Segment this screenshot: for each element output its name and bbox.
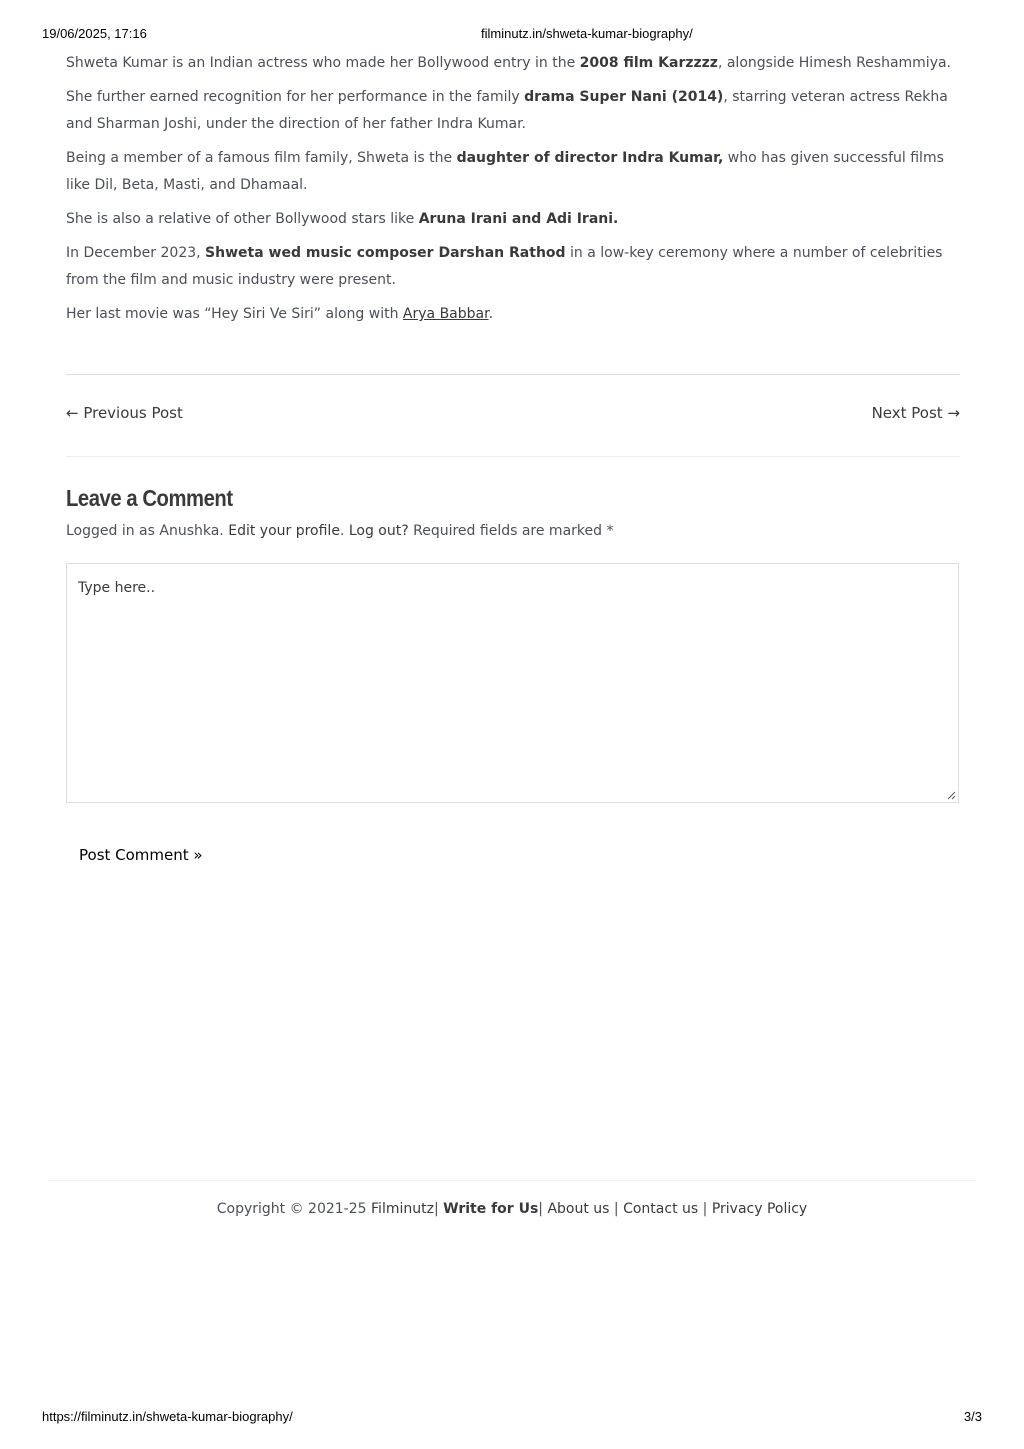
comment-textarea[interactable] xyxy=(66,563,959,803)
paragraph-text: Her last movie was “Hey Siri Ve Siri” along with xyxy=(66,306,403,322)
paragraph-highlight: Aruna Irani and Adi Irani. xyxy=(418,211,619,227)
paragraph-text: In December 2023, xyxy=(66,245,206,261)
footer-separator: | xyxy=(609,1201,624,1217)
article-body xyxy=(66,50,960,335)
paragraph-text: who has given successful films like Dil, Beta, Masti, and Dhamaal. xyxy=(66,150,944,193)
footer-separator: | xyxy=(538,1201,548,1217)
logged-in-text: Logged in as Anushka. xyxy=(66,523,229,539)
print-page-number: 3/3 xyxy=(963,1409,982,1424)
paragraph-text: . xyxy=(488,306,494,322)
paragraph-highlight: Shweta wed music composer Darshan Rathod xyxy=(205,245,566,261)
paragraph-text: Shweta Kumar is an Indian actress who made her Bollywood entry in the xyxy=(66,55,580,71)
footer-separator: | xyxy=(698,1201,712,1217)
comment-textarea-placeholder: Type here.. xyxy=(78,580,156,596)
resize-handle-icon[interactable] xyxy=(946,790,956,800)
article-paragraph xyxy=(66,301,960,328)
site-footer xyxy=(0,1201,1024,1217)
post-comment-button[interactable]: Post Comment » xyxy=(66,842,216,868)
article-paragraph xyxy=(66,145,960,199)
previous-post-link[interactable]: ← Previous Post xyxy=(66,404,183,422)
paragraph-text: She is also a relative of other Bollywood stars like xyxy=(66,211,419,227)
footer-link-filminutz[interactable]: Filminutz xyxy=(371,1201,434,1217)
paragraph-text: , starring veteran actress Rekha and Sharman Joshi, under the direction of her father Indra Kumar. xyxy=(66,89,948,132)
footer-link-privacy[interactable]: Privacy Policy xyxy=(711,1201,808,1217)
footer-separator: | xyxy=(433,1201,444,1217)
next-post-link[interactable]: Next Post → xyxy=(871,404,960,422)
paragraph-text: in a low-key ceremony where a number of celebrities from the film and music industry were present. xyxy=(66,245,943,288)
post-nav-divider-bottom xyxy=(66,456,960,457)
print-datetime: 19/06/2025, 17:16 xyxy=(42,26,147,41)
paragraph-text: , alongside Himesh Reshammiya. xyxy=(717,55,952,71)
log-out-link[interactable]: Log out? xyxy=(348,523,409,539)
edit-profile-link[interactable]: Edit your profile xyxy=(228,523,340,539)
post-nav-divider-top xyxy=(66,374,960,375)
article-paragraph xyxy=(66,50,960,77)
logged-in-notice xyxy=(66,523,613,539)
copyright-text: Copyright © 2021-25 xyxy=(216,1201,372,1217)
article-paragraph xyxy=(66,206,960,233)
footer-link-about[interactable]: About us xyxy=(547,1201,610,1217)
paragraph-highlight: daughter of director Indra Kumar, xyxy=(456,150,724,166)
separator-text: . xyxy=(339,523,349,539)
arya-babbar-link[interactable]: Arya Babbar xyxy=(402,306,489,322)
article-paragraph xyxy=(66,84,960,138)
paragraph-text: She further earned recognition for her performance in the family xyxy=(66,89,525,105)
article-paragraph xyxy=(66,240,960,294)
footer-link-contact[interactable]: Contact us xyxy=(623,1201,699,1217)
footer-link-write-for-us[interactable]: Write for Us xyxy=(443,1201,539,1217)
print-url: https://filminutz.in/shweta-kumar-biography/ xyxy=(42,1409,293,1424)
paragraph-highlight: 2008 film Karzzzz xyxy=(579,55,718,71)
required-fields-note: Required fields are marked * xyxy=(408,523,614,539)
footer-divider xyxy=(48,1180,976,1181)
comment-section-title: Leave a Comment xyxy=(66,485,233,511)
paragraph-highlight: drama Super Nani (2014) xyxy=(524,89,724,105)
print-page-title: filminutz.in/shweta-kumar-biography/ xyxy=(481,26,693,41)
paragraph-text: Being a member of a famous film family, Shweta is the xyxy=(66,150,457,166)
